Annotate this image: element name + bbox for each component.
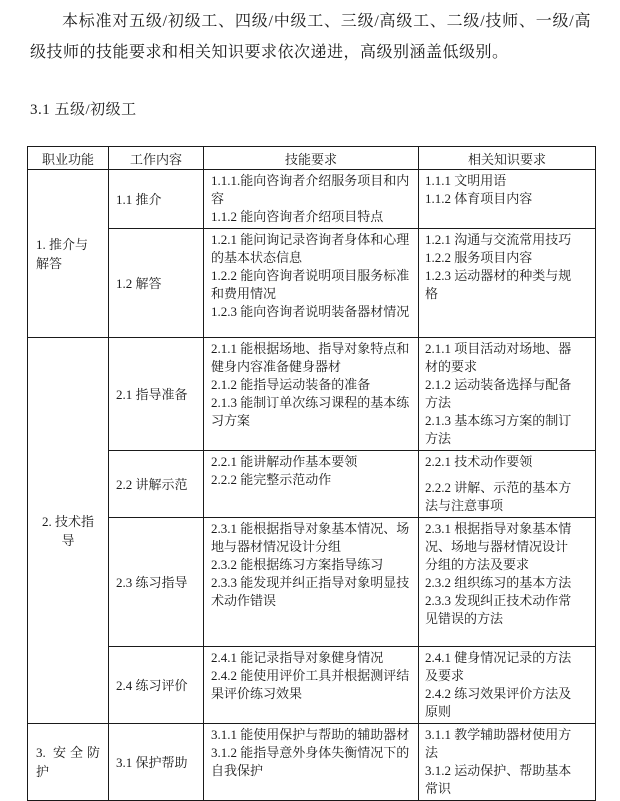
work-content-cell: 3.1 保护帮助 <box>109 724 204 801</box>
knowledge-item: 2.1.3 基本练习方案的制订方法 <box>425 413 572 446</box>
skill-item: 2.4.1 能记录指导对象健身情况 <box>211 650 384 665</box>
skill-item: 1.1.1.能向咨询者介绍服务项目和内容 <box>211 173 410 206</box>
knowledge-item: 2.4.2 练习效果评价方法及原则 <box>425 686 572 719</box>
section-heading: 3.1 五级/初级工 <box>30 102 137 118</box>
function-cell: 2. 技术指导 <box>28 338 109 724</box>
skill-item: 2.3.1 能根据指导对象基本情况、场地与器材情况设计分组 <box>211 521 410 554</box>
knowledge-item: 2.3.2 组织练习的基本方法 <box>425 575 572 590</box>
knowledge-item: 1.1.1 文明用语 <box>425 173 507 188</box>
work-content-cell: 2.2 讲解示范 <box>109 451 204 518</box>
work-content-cell: 1.2 解答 <box>109 229 204 338</box>
knowledge-item: 2.3.1 根据指导对象基本情况、场地与器材情况设计分组的方法及要求 <box>425 521 572 572</box>
function-cell: 1. 推介与解答 <box>28 170 109 338</box>
knowledge-requirements-cell <box>419 518 596 647</box>
knowledge-item: 2.3.3 发现纠正技术动作常见错误的方法 <box>425 593 572 626</box>
work-content-cell: 1.1 推介 <box>109 170 204 229</box>
table-row <box>28 338 596 451</box>
knowledge-requirements-cell <box>419 451 596 518</box>
knowledge-item: 1.2.3 运动器材的种类与规格 <box>425 268 572 301</box>
skill-item: 1.2.3 能向咨询者说明装备器材情况 <box>211 304 410 319</box>
table-row <box>28 229 596 338</box>
skill-item: 2.1.2 能指导运动装备的准备 <box>211 377 371 392</box>
skill-requirements-table <box>27 146 596 801</box>
skill-requirements-cell <box>204 170 419 229</box>
knowledge-item: 2.2.1 技术动作要领 <box>425 454 533 469</box>
skill-item: 2.1.3 能制订单次练习课程的基本练习方案 <box>211 395 410 428</box>
header-cell-skills: 技能要求 <box>204 147 419 170</box>
table-row <box>28 170 596 229</box>
skill-requirements-cell <box>204 518 419 647</box>
skill-item: 2.3.2 能根据练习方案指导练习 <box>211 557 384 572</box>
skill-item: 2.2.1 能讲解动作基本要领 <box>211 454 358 469</box>
table-row <box>28 724 596 801</box>
intro-paragraph: 本标准对五级/初级工、四级/中级工、三级/高级工、二级/技师、一级/高级技师的技能要求和相关知识要求依次递进，高级别涵盖低级别。 <box>30 13 591 61</box>
work-content-cell: 2.3 练习指导 <box>109 518 204 647</box>
skill-requirements-cell <box>204 338 419 451</box>
knowledge-item: 1.1.2 体育项目内容 <box>425 191 533 206</box>
knowledge-requirements-cell <box>419 647 596 724</box>
header-cell-function: 职业功能 <box>28 147 109 170</box>
skill-item: 3.1.2 能指导意外身体失衡情况下的自我保护 <box>211 745 410 778</box>
skill-item: 2.2.2 能完整示范动作 <box>211 472 332 487</box>
table-row <box>28 518 596 647</box>
knowledge-item: 1.2.2 服务项目内容 <box>425 250 533 265</box>
skill-requirements-cell <box>204 647 419 724</box>
table-row <box>28 647 596 724</box>
skill-requirements-cell <box>204 724 419 801</box>
knowledge-requirements-cell <box>419 338 596 451</box>
knowledge-requirements-cell <box>419 229 596 338</box>
work-content-cell: 2.1 指导准备 <box>109 338 204 451</box>
header-cell-knowledge: 相关知识要求 <box>419 147 596 170</box>
knowledge-requirements-cell <box>419 724 596 801</box>
skill-item: 1.2.2 能向咨询者说明项目服务标准和费用情况 <box>211 268 410 301</box>
skill-item: 1.1.2 能向咨询者介绍项目特点 <box>211 209 384 224</box>
skill-item: 3.1.1 能使用保护与帮助的辅助器材 <box>211 727 410 742</box>
knowledge-item: 2.1.2 运动装备选择与配备方法 <box>425 377 572 410</box>
knowledge-item: 2.4.1 健身情况记录的方法及要求 <box>425 650 572 683</box>
knowledge-requirements-cell <box>419 170 596 229</box>
header-cell-work-content: 工作内容 <box>109 147 204 170</box>
skill-item: 2.3.3 能发现并纠正指导对象明显技术动作错误 <box>211 575 410 608</box>
knowledge-item: 2.2.2 讲解、示范的基本方法与注意事项 <box>425 480 572 513</box>
skill-item: 2.4.2 能使用评价工具并根据测评结果评价练习效果 <box>211 668 410 701</box>
table-header-row <box>28 147 596 170</box>
document-page <box>0 6 620 801</box>
knowledge-item: 3.1.2 运动保护、帮助基本常识 <box>425 763 572 796</box>
skill-requirements-cell <box>204 229 419 338</box>
skill-item: 2.1.1 能根据场地、指导对象特点和健身内容准备健身器材 <box>211 341 410 374</box>
table-row <box>28 451 596 518</box>
knowledge-item: 2.1.1 项目活动对场地、器材的要求 <box>425 341 572 374</box>
knowledge-item: 1.2.1 沟通与交流常用技巧 <box>425 232 572 247</box>
function-cell: 3. 安全防护 <box>28 724 109 801</box>
skill-item: 1.2.1 能问询记录咨询者身体和心理的基本状态信息 <box>211 232 410 265</box>
work-content-cell: 2.4 练习评价 <box>109 647 204 724</box>
skill-requirements-cell <box>204 451 419 518</box>
knowledge-item: 3.1.1 教学辅助器材使用方法 <box>425 727 572 760</box>
